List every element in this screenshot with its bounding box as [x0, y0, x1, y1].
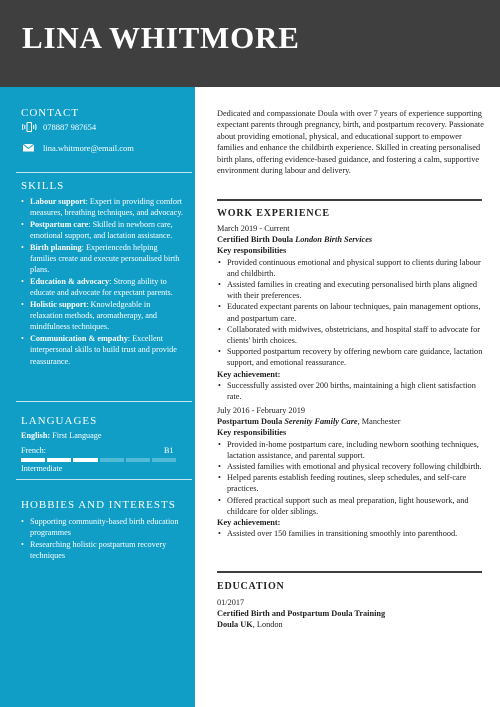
list-item: • Educated expectant parents on labour techniques, pain management options, and postpartum care. [217, 301, 485, 323]
divider [217, 199, 482, 201]
email-icon [21, 143, 37, 153]
email-row [21, 143, 134, 153]
divider [16, 401, 192, 402]
education-title: Certified Birth and Postpartum Doula Training [217, 609, 386, 619]
level-segment [152, 458, 176, 462]
divider [217, 571, 482, 573]
professional-summary: Dedicated and compassionate Doula with over 7 years of experience supporting expectant parents through pregnancy, birth, and postpartum recovery. Passionate about providing emotional, physical, and educational support to empower families and enhance the childbirth experience. Skilled in creating personalised birth plans, offering evidence-based guidance, and fostering a calm, supportive environment during labour and delivery. [217, 109, 484, 176]
list-item: • Education & advocacy: Strong ability to educate and advocate for expectant parents. [21, 276, 183, 299]
job-employer: London Birth Services [295, 235, 373, 245]
phone-number[interactable]: 078887 987654 [43, 122, 97, 132]
divider [16, 172, 192, 173]
work-experience-heading: WORK EXPERIENCE [217, 208, 330, 219]
job-location: , Manchester [357, 417, 401, 427]
achievement-label: Key achievement: [217, 369, 281, 379]
responsibilities-label: Key responsibilities [217, 428, 287, 438]
language-french-level: B1 [164, 446, 174, 455]
achievements-list [217, 528, 485, 539]
list-item: • Researching holistic postpartum recovery techniques [21, 539, 183, 562]
job-entry [217, 405, 485, 539]
level-segment [100, 458, 124, 462]
hobbies-list [21, 516, 183, 562]
list-item: • Offered practical support such as meal preparation, light housework, and childcare for older siblings. [217, 495, 485, 517]
responsibilities-label: Key responsibilities [217, 246, 287, 256]
job-dates: March 2019 - Current [217, 224, 290, 233]
skills-heading: SKILLS [21, 180, 65, 192]
responsibilities-list [217, 257, 485, 369]
list-item: • Labour support: Expert in providing comfort measures, breathing techniques, and advocacy. [21, 196, 183, 219]
education-date: 01/2017 [217, 598, 245, 607]
education-heading: EDUCATION [217, 581, 285, 592]
list-item: • Holistic support: Knowledgeable in relaxation methods, aromatherapy, and mindfulness techniques. [21, 299, 183, 333]
list-item: • Birth planning: Experiencedn helping families create and execute personalised birth plans. [21, 242, 183, 276]
list-item: • Postpartum care: Skilled in newborn care, emotional support, and lactation assistance. [21, 219, 183, 242]
list-item: • Assisted families in creating and executing personalised birth plans aligned with their preferences. [217, 279, 485, 301]
languages-heading: LANGUAGES [21, 415, 98, 427]
level-segment [73, 458, 97, 462]
skills-list [21, 196, 183, 367]
list-item: • Assisted over 150 families in transitioning smoothly into parenthood. [217, 528, 485, 539]
responsibilities-list [217, 439, 485, 517]
divider [16, 479, 192, 480]
list-item: • Assisted families with emotional and physical recovery following childbirth. [217, 461, 485, 472]
education-entry [217, 597, 485, 631]
list-item: • Collaborated with midwives, obstetricians, and hospital staff to advocate for clients' birth choices. [217, 324, 485, 346]
list-item: • Supporting community-based birth education programmes [21, 516, 183, 539]
education-org: Doula UK [217, 620, 253, 630]
job-title-line: Postpartum Doula Serenity Family Care, Manchester [217, 417, 401, 427]
sidebar [0, 87, 195, 707]
job-employer: Serenity Family Care [284, 417, 358, 427]
education-org-line [217, 619, 485, 630]
email-address[interactable]: lina.whitmore@email.com [43, 143, 134, 153]
candidate-name: LINA WHITMORE [22, 20, 300, 55]
level-segment [47, 458, 71, 462]
phone-icon [21, 122, 37, 132]
achievements-list [217, 380, 485, 402]
level-segment [126, 458, 150, 462]
list-item: • Helped parents establish feeding routines, sleep schedules, and self-care practices. [217, 472, 485, 494]
language-french-name: French: [21, 446, 47, 455]
phone-row [21, 122, 96, 132]
list-item: • Communication & empathy: Excellent interpersonal skills to build trust and provide reassurance. [21, 333, 183, 367]
education-location: , London [252, 620, 283, 630]
list-item: • Supported postpartum recovery by offering newborn care guidance, lactation support, and emotional reassurance. [217, 346, 485, 368]
level-segment [21, 458, 45, 462]
language-english: English: First Language [21, 431, 102, 440]
hobbies-heading: HOBBIES AND INTERESTS [21, 499, 176, 511]
list-item: • Provided in-home postpartum care, including newborn soothing techniques, lactation assistance, and parental support. [217, 439, 485, 461]
job-dates: July 2016 - February 2019 [217, 406, 306, 415]
language-level-name: Intermediate [21, 464, 63, 473]
list-item: • Provided continuous emotional and physical support to clients during labour and childbirth. [217, 257, 485, 279]
job-entry [217, 223, 485, 402]
main-content [217, 87, 485, 707]
contact-heading: CONTACT [21, 107, 80, 119]
job-title-line: Certified Birth Doula London Birth Services [217, 235, 373, 245]
language-level-bar [21, 458, 176, 462]
list-item: • Successfully assisted over 200 births, maintaining a high client satisfaction rate. [217, 380, 485, 402]
header-banner [0, 0, 500, 87]
achievement-label: Key achievement: [217, 518, 281, 528]
